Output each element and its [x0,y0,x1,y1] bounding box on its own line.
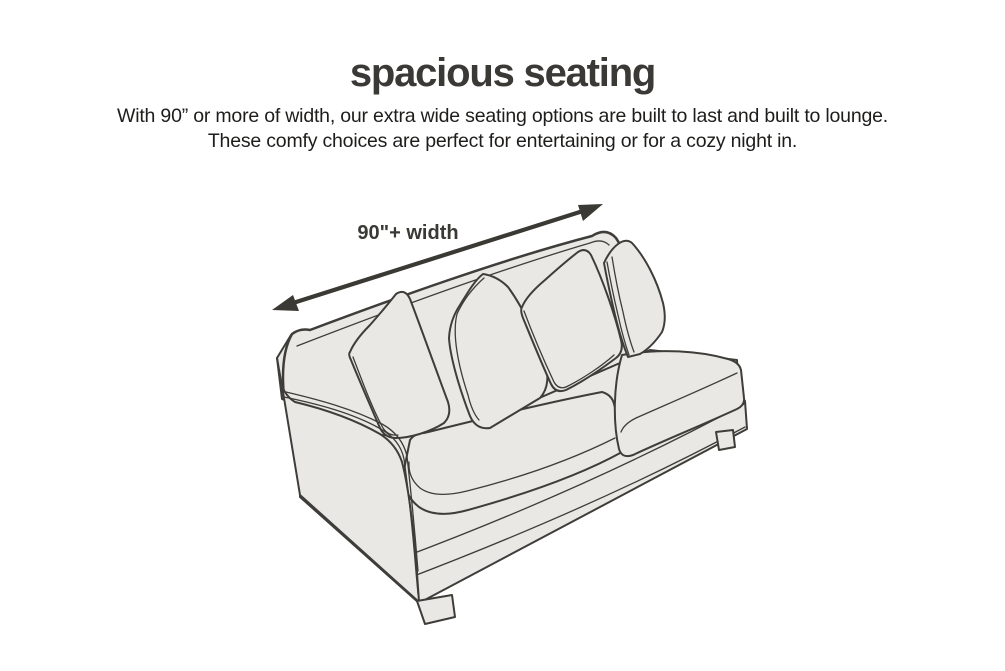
dimension-label: 90"+ width [357,222,459,244]
sofa-right-foot [716,430,735,450]
sofa-front-foot [417,595,455,624]
subtitle-line-1: With 90” or more of width, our extra wide seating options are built to last and built to lounge. [117,105,888,127]
sofa-illustration [277,232,747,624]
page-title: spacious seating [349,51,656,95]
subtitle-line-2: These comfy choices are perfect for entertaining or for a cozy night in. [207,130,798,152]
